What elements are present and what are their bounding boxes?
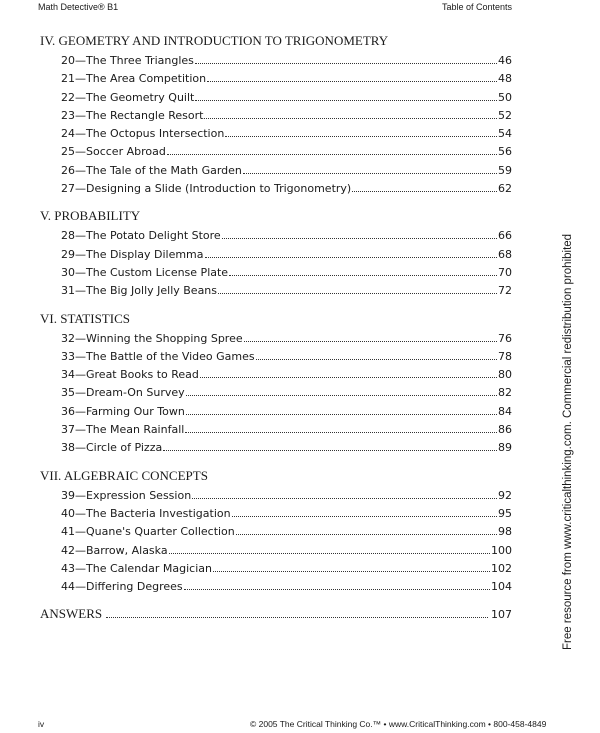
dot-leader (205, 257, 497, 258)
entry-title: 26—The Tale of the Math Garden (61, 163, 242, 177)
dot-leader (229, 275, 497, 276)
toc-entry (40, 107, 512, 125)
toc-entry (40, 578, 512, 596)
entry-page: 76 (498, 331, 512, 345)
entry-title: 40—The Bacteria Investigation (61, 506, 231, 520)
toc-entry (40, 439, 512, 457)
dot-leader (167, 154, 497, 155)
toc-entry (40, 421, 512, 439)
entry-page: 92 (498, 488, 512, 502)
table-of-contents (40, 32, 512, 624)
toc-entry (40, 330, 512, 348)
toc-entry (40, 180, 512, 198)
toc-entry (40, 403, 512, 421)
entry-title: 24—The Octopus Intersection (61, 127, 225, 141)
entry-title: 34—Great Books to Read (61, 368, 199, 382)
toc-entry (40, 542, 512, 560)
entry-page: 80 (498, 368, 512, 382)
toc-section (40, 32, 512, 198)
footer-copyright: © 2005 The Critical Thinking Co.™ • www.CriticalThinking.com • 800-458-4849 (250, 719, 547, 729)
dot-leader (195, 63, 497, 64)
entry-page: 52 (498, 108, 512, 122)
dot-leader (204, 118, 497, 119)
entry-title: 27—Designing a Slide (Introduction to Trigonometry) (61, 182, 352, 196)
entry-title: 21—The Area Competition (61, 72, 207, 86)
toc-entry (40, 384, 512, 402)
toc-entry (40, 487, 512, 505)
entry-page: 54 (498, 127, 512, 141)
entry-title: 43—The Calendar Magician (61, 561, 212, 575)
entry-page: 104 (491, 580, 512, 594)
toc-section (40, 310, 512, 458)
entry-page: 59 (498, 163, 512, 177)
side-note-text: Free resource from www.criticalthinking.com. Commercial redistribution prohibited (562, 233, 574, 650)
dot-leader (106, 617, 488, 618)
dot-leader (207, 81, 497, 82)
entry-title: 25—Soccer Abroad (61, 145, 166, 159)
toc-section (40, 207, 512, 300)
entry-title: 31—The Big Jolly Jelly Beans (61, 284, 218, 298)
entry-title: 33—The Battle of the Video Games (61, 349, 255, 363)
toc-entry (40, 89, 512, 107)
dot-leader (192, 498, 497, 499)
entry-title: 36—Farming Our Town (61, 404, 185, 418)
toc-entry (40, 143, 512, 161)
answers-page: 107 (491, 608, 512, 622)
entry-page: 70 (498, 265, 512, 279)
dot-leader (200, 377, 497, 378)
entry-title: 39—Expression Session (61, 488, 192, 502)
toc-entry (40, 560, 512, 578)
entry-page: 50 (498, 90, 512, 104)
entry-page: 56 (498, 145, 512, 159)
dot-leader (169, 553, 490, 554)
entry-title: 35—Dream-On Survey (61, 386, 185, 400)
answers-entry (40, 605, 512, 624)
dot-leader (236, 534, 497, 535)
dot-leader (352, 191, 497, 192)
dot-leader (163, 450, 497, 451)
dot-leader (184, 589, 490, 590)
toc-entry (40, 282, 512, 300)
section-title: IV. GEOMETRY AND INTRODUCTION TO TRIGONOMETRY (40, 33, 389, 48)
entry-page: 48 (498, 72, 512, 86)
entry-page: 82 (498, 386, 512, 400)
dot-leader (243, 173, 497, 174)
entry-page: 84 (498, 404, 512, 418)
toc-entry (40, 52, 512, 70)
toc-entry (40, 505, 512, 523)
entry-page: 72 (498, 284, 512, 298)
entry-title: 38—Circle of Pizza (61, 441, 163, 455)
entry-page: 102 (491, 561, 512, 575)
toc-entry (40, 523, 512, 541)
section-title: VI. STATISTICS (40, 310, 130, 326)
entry-page: 86 (498, 423, 512, 437)
section-title: VII. ALGEBRAIC CONCEPTS (40, 467, 208, 483)
toc-entry (40, 264, 512, 282)
entry-title: 41—Quane's Quarter Collection (61, 525, 235, 539)
dot-leader (244, 341, 497, 342)
toc-entry (40, 227, 512, 245)
entry-page: 95 (498, 506, 512, 520)
entry-page: 68 (498, 247, 512, 261)
entry-title: 22—The Geometry Quilt (61, 90, 195, 104)
entry-title: 30—The Custom License Plate (61, 265, 229, 279)
toc-entry (40, 162, 512, 180)
toc-entry (40, 348, 512, 366)
entry-title: 42—Barrow, Alaska (61, 543, 168, 557)
dot-leader (185, 432, 497, 433)
entry-title: 29—The Display Dilemma (61, 247, 204, 261)
entry-page: 78 (498, 349, 512, 363)
entry-page: 89 (498, 441, 512, 455)
dot-leader (256, 359, 497, 360)
page-number: iv (38, 719, 45, 729)
entry-title: 44—Differing Degrees (61, 580, 183, 594)
entry-title: 23—The Rectangle Resort (61, 108, 204, 122)
entry-title: 20—The Three Triangles (61, 54, 194, 67)
running-header-book-title: Math Detective® B1 (38, 2, 119, 12)
dot-leader (232, 516, 497, 517)
dot-leader (186, 395, 497, 396)
entry-title: 37—The Mean Rainfall (61, 423, 185, 437)
toc-entry (40, 366, 512, 384)
entry-page: 46 (498, 54, 512, 67)
dot-leader (218, 293, 497, 294)
entry-page: 62 (498, 182, 512, 196)
dot-leader (195, 100, 497, 101)
entry-page: 100 (491, 543, 512, 557)
answers-label: ANSWERS (40, 606, 103, 622)
dot-leader (225, 136, 497, 137)
toc-entry (40, 125, 512, 143)
entry-title: 32—Winning the Shopping Spree (61, 331, 243, 345)
entry-page: 98 (498, 525, 512, 539)
toc-section (40, 467, 512, 597)
dot-leader (222, 238, 497, 239)
running-header-section: Table of Contents (441, 2, 512, 12)
toc-entry (40, 246, 512, 264)
dot-leader (213, 571, 490, 572)
dot-leader (186, 414, 497, 415)
entry-title: 28—The Potato Delight Store (61, 229, 221, 243)
section-title: V. PROBABILITY (40, 208, 141, 224)
toc-entry (40, 70, 512, 88)
entry-page: 66 (498, 229, 512, 243)
